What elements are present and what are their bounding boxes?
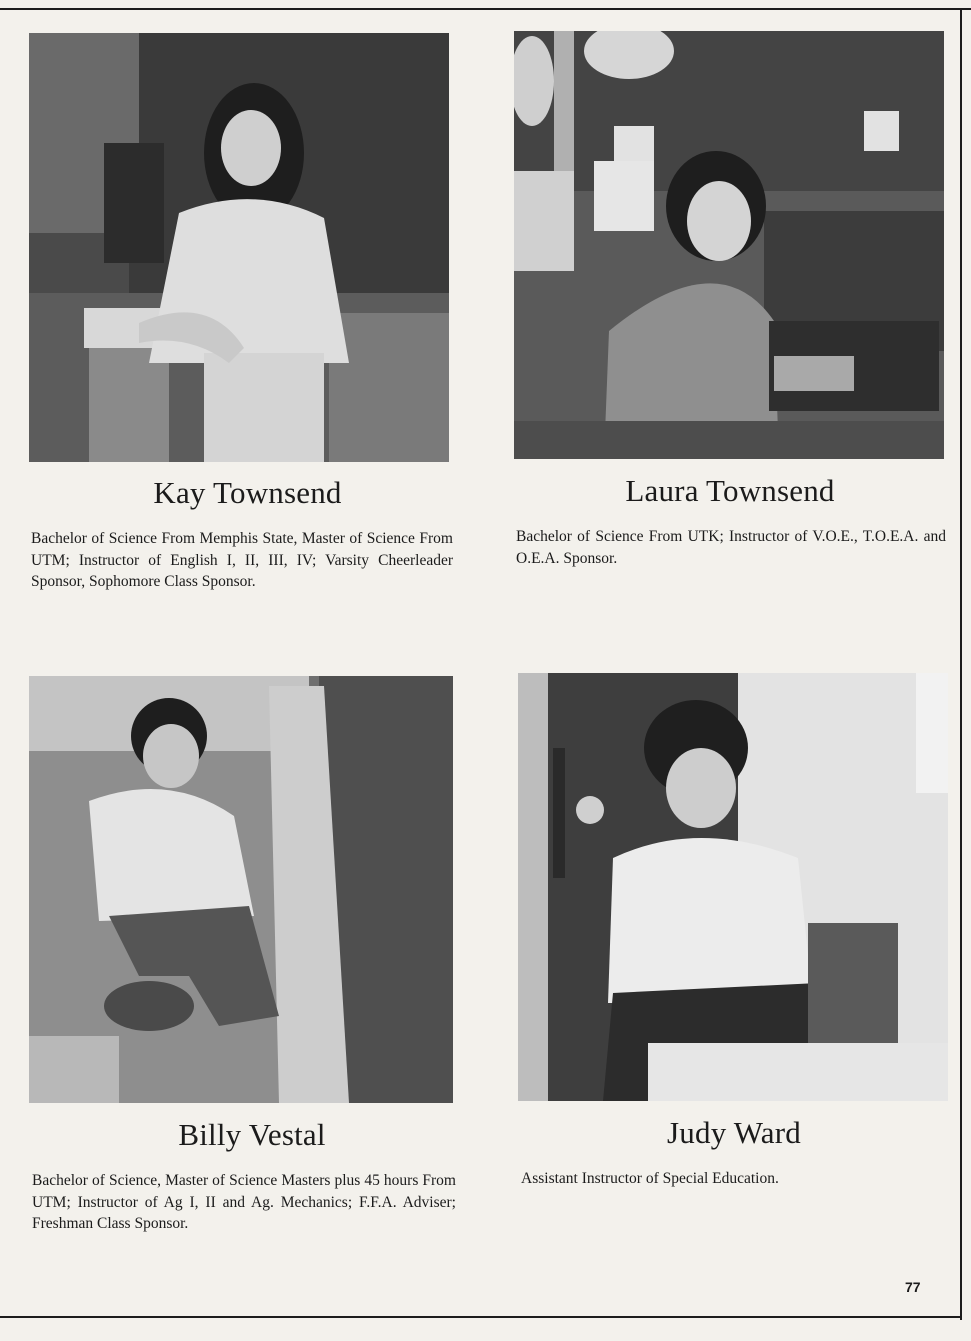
staff-name-judy-ward: Judy Ward — [667, 1115, 801, 1150]
staff-bio-judy-ward: Assistant Instructor of Special Education. — [521, 1170, 779, 1187]
top-border — [0, 8, 971, 10]
staff-bio-kay-townsend: Bachelor of Science From Memphis State, Master of Science From UTM; Instructor of English I, II, III, IV; Varsity Cheerleader Sponsor, Sophomore Class Sponsor. — [31, 530, 453, 590]
bottom-border — [0, 1316, 962, 1318]
page-number: 77 — [905, 1279, 921, 1295]
staff-photo-judy-ward — [518, 673, 948, 1101]
staff-name-laura-townsend: Laura Townsend — [625, 473, 835, 508]
staff-photo-laura-townsend — [514, 31, 944, 459]
staff-photo-kay-townsend — [29, 33, 449, 462]
staff-photo-billy-vestal — [29, 676, 453, 1103]
staff-bio-billy-vestal: Bachelor of Science, Master of Science Masters plus 45 hours From UTM; Instructor of Ag I, II and Ag. Mechanics; F.F.A. Adviser; Freshman Class Sponsor. — [32, 1172, 456, 1232]
staff-bio-laura-townsend: Bachelor of Science From UTK; Instructor of V.O.E., T.O.E.A. and O.E.A. Sponsor. — [516, 528, 946, 567]
right-border — [960, 8, 962, 1320]
staff-name-billy-vestal: Billy Vestal — [178, 1117, 326, 1152]
staff-name-kay-townsend: Kay Townsend — [153, 475, 342, 510]
